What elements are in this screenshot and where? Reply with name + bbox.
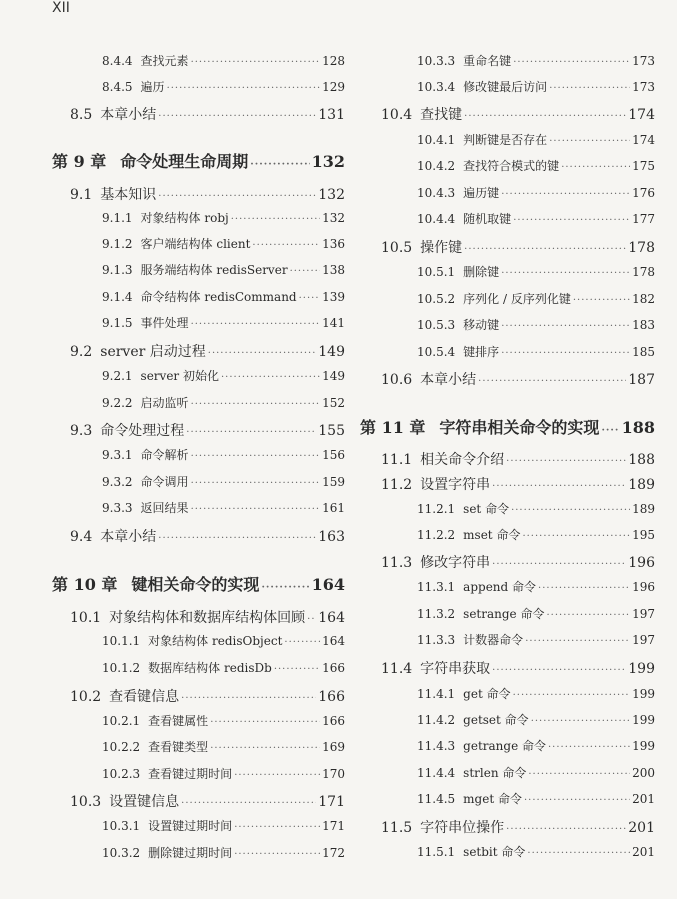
toc-entry-title: 键相关命令的实现 <box>131 575 260 594</box>
toc-entry-number: 10.5.2 <box>417 292 456 306</box>
toc-entry-number: 10.3.2 <box>102 846 141 860</box>
toc-entry-page: 163 <box>318 529 345 545</box>
toc-leader-dots <box>274 664 320 675</box>
toc-entry <box>417 184 655 201</box>
toc-entry-number: 10.5.1 <box>417 265 456 279</box>
toc-entry-number: 9.1.2 <box>102 237 133 251</box>
toc-entry-title: getrange 命令 <box>463 739 546 753</box>
toc-entry <box>70 341 345 361</box>
toc-leader-dots <box>506 824 626 835</box>
toc-entry <box>381 369 655 389</box>
toc-entry <box>381 552 655 572</box>
toc-entry-page: 175 <box>632 159 655 173</box>
toc-entry <box>70 686 345 706</box>
toc-leader-dots <box>191 399 321 410</box>
toc-entry-page: 166 <box>318 689 345 705</box>
toc-entry-title: 命令解析 <box>140 448 189 462</box>
toc-entry <box>417 290 655 307</box>
toc-entry <box>417 790 655 807</box>
toc-leader-dots <box>527 848 630 859</box>
toc-entry-number: 10.2 <box>70 689 102 705</box>
toc-entry-number: 11.4.1 <box>417 687 456 701</box>
toc-entry <box>381 817 655 837</box>
toc-entry <box>417 210 655 227</box>
toc-entry-title: 设置键过期时间 <box>148 819 233 833</box>
toc-entry-title: 序列化 / 反序列化键 <box>463 292 571 306</box>
toc-entry-title: 查看键类型 <box>148 740 209 754</box>
toc-entry-title: 客户端结构体 client <box>140 237 251 251</box>
toc-entry-number: 10.2.1 <box>102 714 141 728</box>
toc-entry-number: 第 11 章 <box>360 418 426 437</box>
toc-entry-page: 176 <box>632 186 655 200</box>
toc-leader-dots <box>299 293 320 304</box>
toc-entry-page: 159 <box>322 475 345 489</box>
toc-entry <box>102 78 345 95</box>
toc-entry-title: 启动监听 <box>140 396 189 410</box>
toc-entry <box>102 738 345 755</box>
toc-entry-title: 修改键最后访问 <box>463 80 548 94</box>
toc-entry-page: 199 <box>632 713 655 727</box>
toc-entry-page: 199 <box>632 687 655 701</box>
toc-entry-page: 132 <box>311 152 345 171</box>
toc-entry <box>381 449 655 469</box>
toc-entry-title: 遍历 <box>140 80 165 94</box>
toc-entry-title: 基本知识 <box>100 187 157 203</box>
toc-entry-number: 11.2.1 <box>417 502 456 516</box>
toc-entry-title: 本章小结 <box>100 107 157 123</box>
toc-entry-title: 键排序 <box>463 345 500 359</box>
toc-entry-title: 数据库结构体 redisDb <box>148 661 272 675</box>
toc-entry-page: 139 <box>322 290 345 304</box>
toc-entry-title: 计数器命令 <box>463 633 524 647</box>
toc-leader-dots <box>191 319 321 330</box>
toc-entry-number: 9.1.3 <box>102 263 133 277</box>
toc-entry-title: 命令处理生命周期 <box>120 152 249 171</box>
toc-entry-number: 9.2.1 <box>102 369 133 383</box>
toc-entry <box>417 263 655 280</box>
toc-entry <box>417 737 655 754</box>
toc-entry <box>102 712 345 729</box>
toc-entry-number: 第 10 章 <box>52 575 118 594</box>
toc-entry-number: 10.3.3 <box>417 54 456 68</box>
toc-chapter-entry <box>52 572 345 595</box>
toc-entry <box>417 764 655 781</box>
toc-entry-page: 183 <box>632 318 655 332</box>
toc-leader-dots <box>492 481 626 492</box>
toc-entry-page: 141 <box>322 316 345 330</box>
toc-entry-number: 第 9 章 <box>52 152 107 171</box>
toc-entry-page: 196 <box>628 555 655 571</box>
toc-leader-dots <box>511 505 630 516</box>
toc-entry-number: 10.6 <box>381 372 413 388</box>
toc-entry-title: 重命名键 <box>463 54 512 68</box>
toc-entry-number: 11.4.4 <box>417 766 456 780</box>
toc-leader-dots <box>513 215 630 226</box>
toc-entry <box>417 78 655 95</box>
toc-leader-dots <box>492 559 626 570</box>
toc-leader-dots <box>221 372 320 383</box>
toc-entry-page: 187 <box>628 372 655 388</box>
toc-entry <box>381 104 655 124</box>
toc-entry-title: 操作键 <box>420 240 463 256</box>
toc-entry-number: 8.4.5 <box>102 80 133 94</box>
toc-entry-number: 10.3.4 <box>417 80 456 94</box>
toc-entry <box>70 607 345 627</box>
toc-entry-title: 修改字符串 <box>420 555 491 571</box>
toc-leader-dots <box>290 266 321 277</box>
toc-entry-number: 11.4 <box>381 661 413 677</box>
toc-leader-dots <box>307 614 316 625</box>
toc-entry-number: 11.3.1 <box>417 580 456 594</box>
toc-entry-page: 197 <box>632 633 655 647</box>
toc-entry-page: 178 <box>632 265 655 279</box>
toc-entry <box>381 237 655 257</box>
toc-entry-title: getset 命令 <box>463 713 529 727</box>
toc-entry-page: 189 <box>628 477 655 493</box>
toc-leader-dots <box>208 348 317 359</box>
toc-entry-page: 200 <box>632 766 655 780</box>
toc-leader-dots <box>548 742 630 753</box>
toc-entry-page: 185 <box>632 345 655 359</box>
toc-entry-page: 136 <box>322 237 345 251</box>
toc-entry-page: 182 <box>632 292 655 306</box>
toc-entry-title: setrange 命令 <box>463 607 545 621</box>
toc-entry-number: 11.1 <box>381 452 413 468</box>
toc-entry-page: 170 <box>322 767 345 781</box>
toc-entry-title: 返回结果 <box>140 501 189 515</box>
toc-entry-page: 174 <box>628 107 655 123</box>
toc-entry-title: 移动键 <box>463 318 500 332</box>
toc-entry-page: 201 <box>632 792 655 806</box>
toc-entry-title: 对象结构体和数据库结构体回顾 <box>109 610 306 626</box>
toc-entry-page: 171 <box>318 794 345 810</box>
toc-entry <box>417 52 655 69</box>
toc-entry-number: 11.2.2 <box>417 528 456 542</box>
toc-leader-dots <box>181 798 316 809</box>
toc-entry-page: 164 <box>311 575 345 594</box>
toc-entry-title: 命令调用 <box>140 475 189 489</box>
toc-entry-number: 9.3.2 <box>102 475 133 489</box>
toc-entry-number: 11.4.2 <box>417 713 456 727</box>
toc-entry <box>417 605 655 622</box>
toc-entry <box>70 184 345 204</box>
toc-entry-page: 201 <box>628 820 655 836</box>
toc-entry-title: 查找元素 <box>140 54 189 68</box>
toc-leader-dots <box>464 111 626 122</box>
toc-entry-number: 10.5 <box>381 240 413 256</box>
toc-entry-page: 149 <box>318 344 345 360</box>
toc-entry-number: 10.1 <box>70 610 102 626</box>
toc-entry-number: 10.1.1 <box>102 634 141 648</box>
toc-entry-title: 命令处理过程 <box>100 423 185 439</box>
toc-entry <box>102 52 345 69</box>
toc-entry-title: set 命令 <box>463 502 510 516</box>
toc-entry-page: 173 <box>632 80 655 94</box>
toc-leader-dots <box>234 770 320 781</box>
toc-leader-dots <box>158 111 316 122</box>
toc-entry-page: 166 <box>322 661 345 675</box>
toc-entry <box>417 685 655 702</box>
toc-leader-dots <box>210 717 320 728</box>
toc-entry <box>417 343 655 360</box>
toc-leader-dots <box>464 244 626 255</box>
toc-entry-title: 查看键属性 <box>148 714 209 728</box>
toc-entry-number: 10.4 <box>381 107 413 123</box>
toc-entry-number: 10.2.3 <box>102 767 141 781</box>
toc-leader-dots <box>191 451 321 462</box>
toc-entry-page: 188 <box>621 418 655 437</box>
toc-entry-title: 查看键过期时间 <box>148 767 233 781</box>
toc-entry <box>102 817 345 834</box>
toc-entry-page: 164 <box>322 634 345 648</box>
toc-entry-page: 138 <box>322 263 345 277</box>
toc-entry-title: 查找符合模式的键 <box>463 159 560 173</box>
toc-entry-page: 152 <box>322 396 345 410</box>
toc-entry-title: 事件处理 <box>140 316 189 330</box>
toc-entry <box>417 131 655 148</box>
toc-entry <box>70 526 345 546</box>
toc-entry-page: 171 <box>322 819 345 833</box>
toc-entry-page: 174 <box>632 133 655 147</box>
toc-entry-number: 11.5.1 <box>417 845 456 859</box>
toc-entry-page: 166 <box>322 714 345 728</box>
toc-entry <box>102 446 345 463</box>
toc-leader-dots <box>252 240 320 251</box>
toc-entry-page: 164 <box>318 610 345 626</box>
toc-entry <box>417 316 655 333</box>
toc-leader-dots <box>234 822 320 833</box>
toc-leader-dots <box>167 83 321 94</box>
toc-entry-title: 随机取键 <box>463 212 512 226</box>
toc-leader-dots <box>181 693 316 704</box>
toc-entry-page: 199 <box>632 739 655 753</box>
toc-entry-number: 10.3 <box>70 794 102 810</box>
toc-entry-page: 199 <box>628 661 655 677</box>
toc-entry-page: 128 <box>322 54 345 68</box>
toc-entry <box>417 157 655 174</box>
toc-leader-dots <box>234 849 320 860</box>
toc-entry-title: 删除键 <box>463 265 500 279</box>
toc-entry <box>102 288 345 305</box>
toc-entry-number: 11.4.3 <box>417 739 456 753</box>
toc-entry <box>102 314 345 331</box>
toc-entry-number: 9.1.4 <box>102 290 133 304</box>
toc-entry-number: 10.5.3 <box>417 318 456 332</box>
toc-leader-dots <box>546 610 630 621</box>
toc-leader-dots <box>524 795 630 806</box>
toc-entry-title: 判断键是否存在 <box>463 133 548 147</box>
toc-entry <box>70 420 345 440</box>
toc-entry-number: 10.4.2 <box>417 159 456 173</box>
toc-leader-dots <box>501 268 630 279</box>
toc-entry-number: 9.2.2 <box>102 396 133 410</box>
toc-entry-page: 132 <box>322 211 345 225</box>
toc-entry <box>417 711 655 728</box>
toc-entry-number: 10.4.4 <box>417 212 456 226</box>
toc-leader-dots <box>186 427 316 438</box>
toc-chapter-entry <box>360 415 655 438</box>
toc-leader-dots <box>513 57 630 68</box>
toc-leader-dots <box>549 136 630 147</box>
toc-entry-number: 11.5 <box>381 820 413 836</box>
page-number: XII <box>52 0 70 16</box>
toc-leader-dots <box>191 57 321 68</box>
toc-entry <box>102 235 345 252</box>
toc-entry-page: 132 <box>318 187 345 203</box>
toc-entry-page: 156 <box>322 448 345 462</box>
toc-leader-dots <box>513 690 631 701</box>
toc-leader-dots <box>531 716 630 727</box>
toc-entry-title: get 命令 <box>463 687 511 701</box>
toc-entry-number: 11.3 <box>381 555 413 571</box>
toc-leader-dots <box>492 665 626 676</box>
toc-entry-number: 9.3 <box>70 423 93 439</box>
toc-entry-title: 服务端结构体 redisServer <box>140 263 288 277</box>
toc-entry <box>417 843 655 860</box>
toc-entry-number: 9.4 <box>70 529 93 545</box>
toc-leader-dots <box>501 189 630 200</box>
toc-entry-title: 相关命令介绍 <box>420 452 505 468</box>
toc-entry-number: 9.1.5 <box>102 316 133 330</box>
toc-entry-number: 10.5.4 <box>417 345 456 359</box>
toc-entry-page: 195 <box>632 528 655 542</box>
toc-entry-number: 11.4.5 <box>417 792 456 806</box>
toc-entry-page: 201 <box>632 845 655 859</box>
toc-entry-title: 字符串相关命令的实现 <box>439 418 600 437</box>
toc-entry-number: 9.1.1 <box>102 211 133 225</box>
toc-leader-dots <box>231 214 320 225</box>
toc-leader-dots <box>561 162 630 173</box>
toc-entry-title: 对象结构体 robj <box>140 211 229 225</box>
toc-entry-title: setbit 命令 <box>463 845 526 859</box>
toc-entry-page: 161 <box>322 501 345 515</box>
toc-entry-page: 131 <box>318 107 345 123</box>
toc-leader-dots <box>210 743 320 754</box>
toc-entry-title: strlen 命令 <box>463 766 527 780</box>
toc-entry-title: server 初始化 <box>140 369 219 383</box>
toc-leader-dots <box>261 582 309 593</box>
toc-leader-dots <box>525 636 630 647</box>
toc-leader-dots <box>158 191 316 202</box>
toc-leader-dots <box>522 531 630 542</box>
toc-entry-number: 9.2 <box>70 344 93 360</box>
toc-entry-page: 178 <box>628 240 655 256</box>
toc-entry-number: 9.3.1 <box>102 448 133 462</box>
toc-leader-dots <box>549 83 630 94</box>
toc-entry-number: 11.3.2 <box>417 607 456 621</box>
toc-entry-title: 遍历键 <box>463 186 500 200</box>
toc-entry-number: 8.4.4 <box>102 54 133 68</box>
toc-entry-number: 10.2.2 <box>102 740 141 754</box>
toc-entry-title: mget 命令 <box>463 792 522 806</box>
toc-entry <box>102 394 345 411</box>
toc-entry-title: 命令结构体 redisCommand <box>140 290 297 304</box>
toc-entry <box>70 791 345 811</box>
toc-entry-title: 设置字符串 <box>420 477 491 493</box>
toc-entry-number: 8.5 <box>70 107 93 123</box>
toc-entry-title: mset 命令 <box>463 528 521 542</box>
toc-leader-dots <box>573 295 630 306</box>
toc-entry <box>102 844 345 861</box>
toc-entry-number: 10.4.1 <box>417 133 456 147</box>
toc-entry-title: append 命令 <box>463 580 537 594</box>
toc-leader-dots <box>501 348 630 359</box>
toc-entry-page: 173 <box>632 54 655 68</box>
toc-entry-title: 字符串获取 <box>420 661 491 677</box>
toc-entry-page: 196 <box>632 580 655 594</box>
toc-entry-number: 11.2 <box>381 477 413 493</box>
toc-entry-page: 189 <box>632 502 655 516</box>
toc-entry-page: 188 <box>628 452 655 468</box>
toc-entry-title: 本章小结 <box>420 372 477 388</box>
toc-entry-page: 177 <box>632 212 655 226</box>
toc-entry <box>417 500 655 517</box>
toc-leader-dots <box>501 321 630 332</box>
toc-entry-number: 9.1 <box>70 187 93 203</box>
toc-entry <box>102 473 345 490</box>
toc-entry-page: 169 <box>322 740 345 754</box>
toc-entry <box>102 632 345 649</box>
toc-entry-page: 172 <box>322 846 345 860</box>
toc-entry-title: 查看键信息 <box>109 689 180 705</box>
toc-entry <box>417 578 655 595</box>
toc-leader-dots <box>506 456 626 467</box>
toc-entry-title: 删除键过期时间 <box>148 846 233 860</box>
toc-leader-dots <box>250 159 309 170</box>
toc-leader-dots <box>158 533 316 544</box>
toc-entry <box>381 474 655 494</box>
toc-entry-page: 129 <box>322 80 345 94</box>
toc-entry <box>102 765 345 782</box>
toc-entry-number: 10.4.3 <box>417 186 456 200</box>
toc-entry-title: 字符串位操作 <box>420 820 505 836</box>
toc-leader-dots <box>528 769 630 780</box>
toc-entry <box>417 631 655 648</box>
toc-entry-title: 查找键 <box>420 107 463 123</box>
toc-entry-title: server 启动过程 <box>100 344 206 360</box>
toc-entry-page: 155 <box>318 423 345 439</box>
toc-entry-number: 11.3.3 <box>417 633 456 647</box>
toc-entry <box>102 659 345 676</box>
toc-entry <box>102 367 345 384</box>
toc-leader-dots <box>601 425 619 436</box>
toc-entry-page: 149 <box>322 369 345 383</box>
toc-entry-title: 本章小结 <box>100 529 157 545</box>
toc-leader-dots <box>478 376 626 387</box>
toc-leader-dots <box>538 583 630 594</box>
toc-entry <box>381 658 655 678</box>
toc-leader-dots <box>284 637 320 648</box>
toc-entry-number: 10.3.1 <box>102 819 141 833</box>
toc-entry-title: 设置键信息 <box>109 794 180 810</box>
toc-entry-number: 10.1.2 <box>102 661 141 675</box>
toc-entry <box>102 209 345 226</box>
toc-entry-page: 197 <box>632 607 655 621</box>
toc-entry <box>102 261 345 278</box>
toc-chapter-entry <box>52 149 345 172</box>
toc-entry-title: 对象结构体 redisObject <box>148 634 283 648</box>
toc-entry-number: 9.3.3 <box>102 501 133 515</box>
toc-entry <box>70 104 345 124</box>
toc-entry <box>102 499 345 516</box>
toc-leader-dots <box>191 478 321 489</box>
toc-entry <box>417 526 655 543</box>
toc-leader-dots <box>191 504 321 515</box>
